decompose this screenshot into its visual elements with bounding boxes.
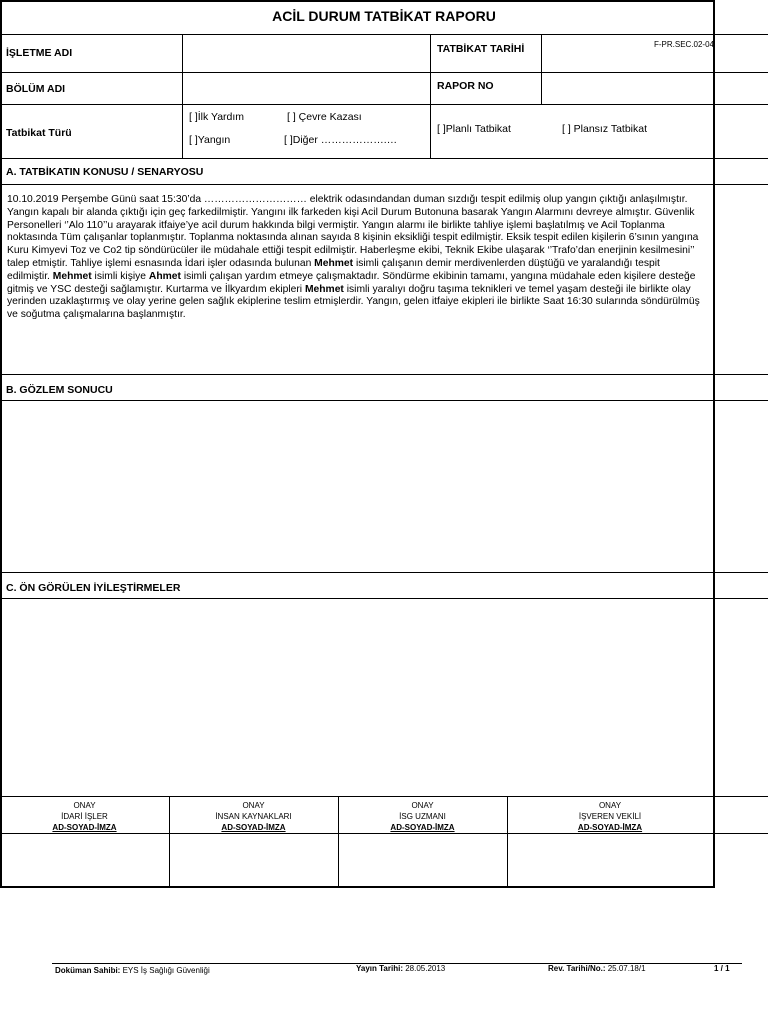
row-divider bbox=[0, 374, 768, 375]
row-divider bbox=[0, 572, 768, 573]
scenario-text: 10.10.2019 Perşembe Günü saat 15:30’da ………………………… elektrik odasındandan duman sızdığı tespit edilmiş olup yangın çıktığı anlaşılmıştır. Yangın kapalı bir alanda çıktığı için geç farkedilmiştir. Yangını ilk farkeden kişi Acil Durum Butonuna basarak Yangın Alarmını devreye almıştır. Güvenlik Personelleri ‘’Alo 110’’u arayarak itfaiye’ye acil durum hakkında bilgi vermiştir. Yangın alarmı ile birlikte tahliye işlemi başlatılmış ve Acil Toplanma noktasında Tüm çalışanlar toplanmıştır. Toplanma noktasında alınan sayıda 8 kişinin eksikliği tespit edilmiştir. Eksik tespit edilen kişilerin 6’sının yangına Kuru Kimyevi Toz ve Co2 tip söndürücüler ile müdahale ettiği tespit edilmiştir. Haberleşme ekibi, Teknik Ekibe ulaşarak ‘’Trafo’dan enerjinin kesilmesini’’ talep etmiştir. Tahliye işlemi esnasında İdari işler odasında bulunan Mehmet isimli çalışanın demir merdivenlerden düştüğü ve yaralandığı tespit edilmiştir. Mehmet isimli kişiye Ahmet isimli çalışan yardım etmeye çalışmaktadır. Söndürme ekibinin tamamı, yangına müdahale eden kişilere desteğe gitmiş ve YSC desteği sağlamıştır. Kurtarma ve İlkyardım ekipleri Mehmet isimli yaralıyı doğru taşıma teknikleri ve temel yaşam desteği ile birlikte olay yerinden uzaklaştırmış ve olay yerine gelen sağlık ekiplerine teslim etmişlerdir. Yangın, gelen itfaiye ekipleri ile birlikte Saat 16:30 sularında söndürülmüş ve soğutma çalışmalarına başlanmıştır. bbox=[7, 194, 700, 321]
approval-insan-kaynaklari: ONAY İNSAN KAYNAKLARI AD-SOYAD-İMZA bbox=[215, 801, 292, 832]
tatbikat-turu-label: Tatbikat Türü bbox=[6, 127, 72, 139]
footer-revision: Rev. Tarihi/No.: 25.07.18/1 bbox=[548, 964, 646, 973]
approval-isg-uzmani: ONAY İSG UZMANI AD-SOYAD-İMZA bbox=[390, 801, 455, 832]
option-plansiz[interactable]: [ ] Plansız Tatbikat bbox=[562, 123, 648, 135]
row-divider bbox=[0, 158, 768, 159]
option-cevre-kazasi[interactable]: [ ] Çevre Kazası bbox=[287, 111, 362, 123]
tatbikat-tarihi-label: TATBİKAT TARİHİ bbox=[437, 43, 525, 55]
row-divider bbox=[0, 598, 768, 599]
rapor-no-label: RAPOR NO bbox=[437, 80, 494, 92]
isletme-adi-label: İŞLETME ADI bbox=[6, 47, 73, 59]
option-yangin[interactable]: [ ]Yangın bbox=[189, 134, 231, 146]
option-diger[interactable]: [ ]Diğer ……………….… bbox=[284, 134, 398, 146]
row-divider bbox=[0, 104, 768, 105]
section-c-header: C. ÖN GÖRÜLEN İYİLEŞTİRMELER bbox=[6, 582, 181, 594]
option-ilk-yardim[interactable]: [ ]İlk Yardım bbox=[189, 111, 245, 123]
report-title: ACİL DURUM TATBİKAT RAPORU bbox=[272, 8, 496, 24]
approval-isveren-vekili: ONAY İŞVEREN VEKİLİ AD-SOYAD-İMZA bbox=[577, 801, 643, 832]
document-code: F-PR.SEC.02-04 bbox=[653, 40, 714, 49]
footer-owner: Doküman Sahibi: EYS İş Sağlığı Güvenliği bbox=[55, 966, 210, 975]
section-b-header: B. GÖZLEM SONUCU bbox=[6, 384, 113, 396]
col-divider bbox=[541, 34, 542, 104]
row-divider bbox=[0, 72, 768, 73]
row-divider bbox=[0, 400, 768, 401]
footer-page-number: 1 / 1 bbox=[714, 964, 730, 973]
footer-publish-date: Yayın Tarihi: 28.05.2013 bbox=[356, 964, 446, 973]
col-divider bbox=[430, 34, 431, 158]
section-a-header: A. TATBİKATIN KONUSU / SENARYOSU bbox=[6, 166, 204, 178]
row-divider bbox=[0, 184, 768, 185]
option-planli[interactable]: [ ]Planlı Tatbikat bbox=[437, 123, 511, 135]
row-divider bbox=[0, 34, 768, 35]
bolum-adi-label: BÖLÜM ADI bbox=[6, 83, 66, 95]
row-divider bbox=[0, 796, 768, 797]
row-divider bbox=[0, 833, 768, 834]
approval-idari-isler: ONAY İDARİ İŞLER AD-SOYAD-İMZA bbox=[52, 801, 117, 832]
col-divider bbox=[182, 34, 183, 158]
